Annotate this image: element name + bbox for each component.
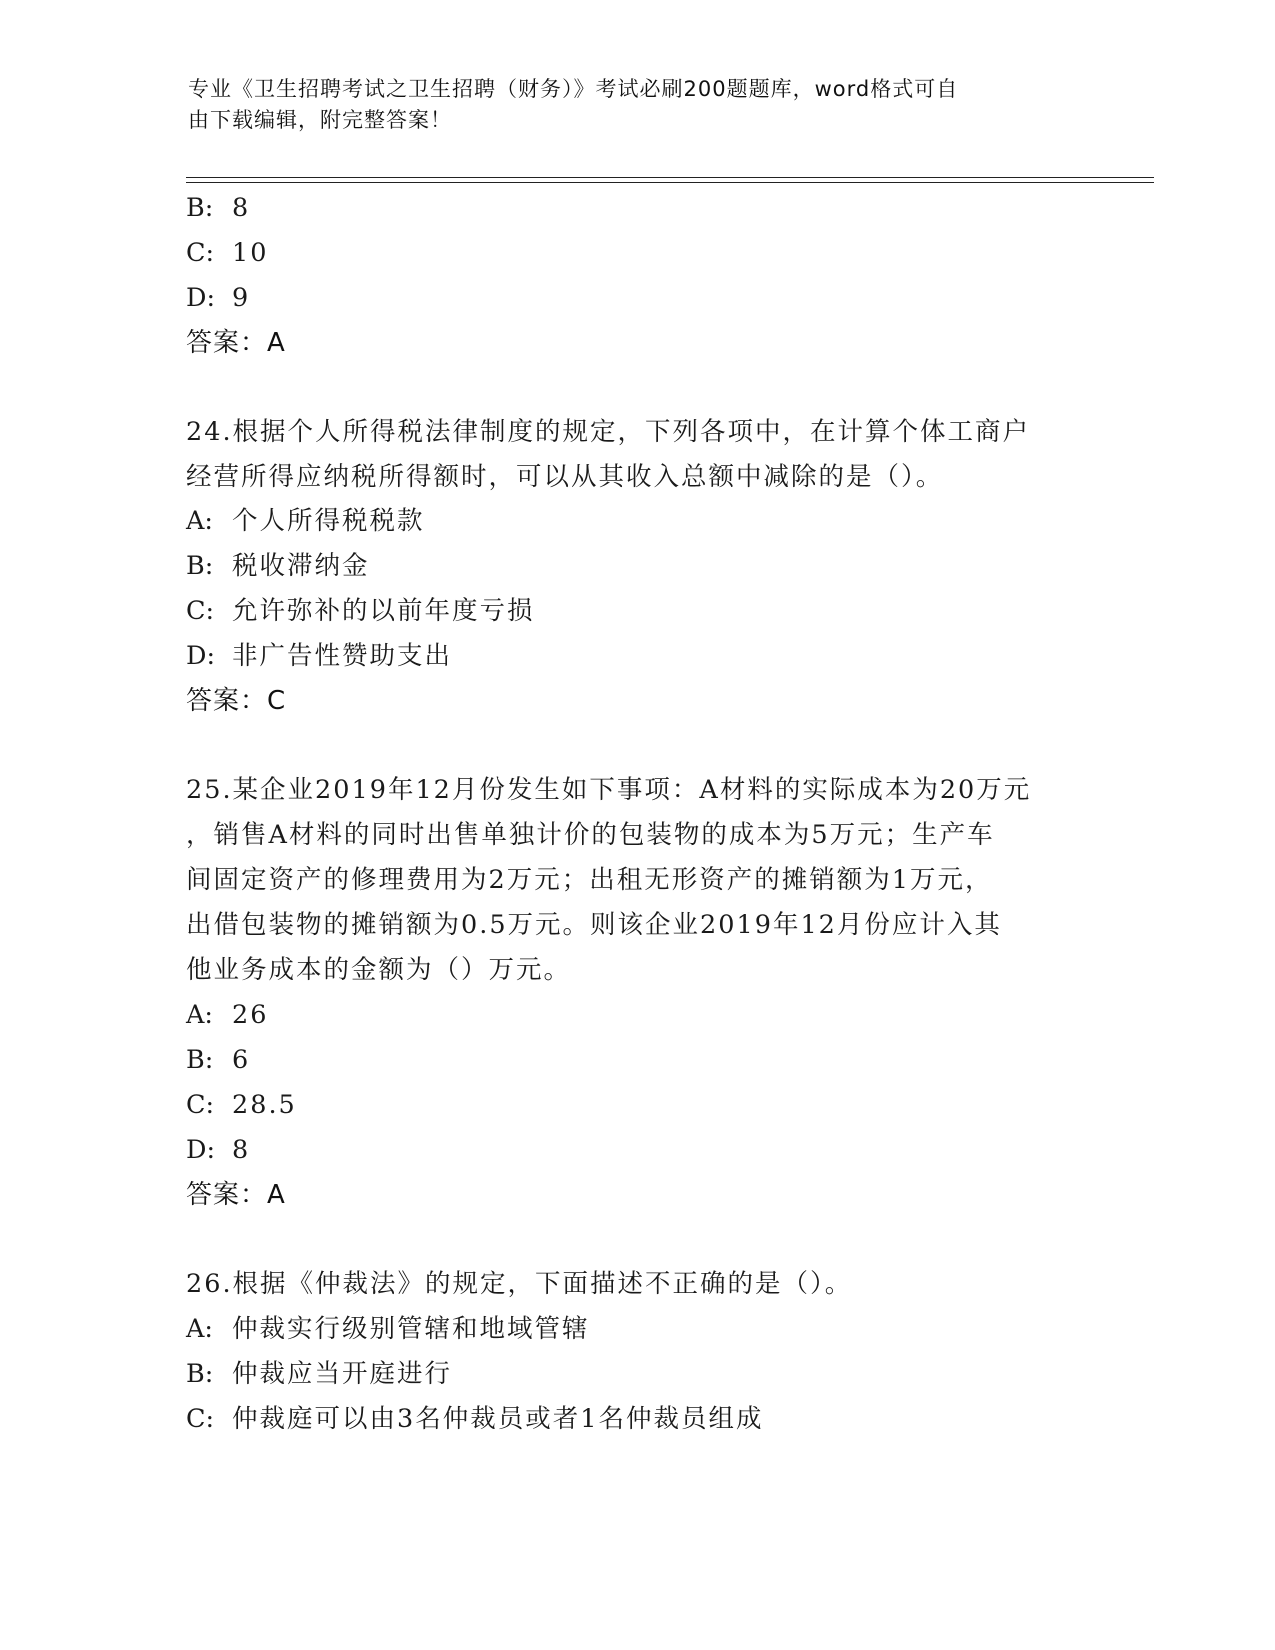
q24-option-c: C: 允许弥补的以前年度亏损: [186, 596, 535, 626]
q25-stem-line-1: 25.某企业2019年12月份发生如下事项：A材料的实际成本为20万元: [186, 775, 1032, 805]
header-line-2: 由下载编辑，附完整答案！: [188, 108, 452, 132]
q23-option-d: D: 9: [186, 283, 251, 313]
header-rule-top: [186, 177, 1154, 178]
q25-option-a: A: 26: [186, 1000, 269, 1030]
q25-stem-line-2: ，销售A材料的同时出售单独计价的包装物的成本为5万元；生产车: [186, 820, 995, 850]
q26-option-a: A: 仲裁实行级别管辖和地域管辖: [186, 1314, 590, 1344]
header-line-1: 专业《卫生招聘考试之卫生招聘（财务）》考试必刷200题题库，word格式可自: [188, 77, 959, 101]
q23-option-c: C: 10: [186, 238, 269, 268]
q26-stem-line-1: 26.根据《仲裁法》的规定，下面描述不正确的是（）。: [186, 1269, 853, 1299]
q25-stem-line-4: 出借包装物的摊销额为0.5万元。则该企业2019年12月份应计入其: [186, 910, 1002, 940]
q25-stem-line-5: 他业务成本的金额为（）万元。: [186, 955, 572, 985]
q24-option-d: D: 非广告性赞助支出: [186, 641, 453, 671]
document-header: [188, 74, 1088, 136]
q23-answer: 答案：A: [186, 328, 286, 358]
q24-option-a: A: 个人所得税税款: [186, 506, 425, 536]
q24-stem-line-1: 24.根据个人所得税法律制度的规定，下列各项中，在计算个体工商户: [186, 417, 1031, 447]
header-rule-bottom: [186, 182, 1154, 183]
q24-stem-line-2: 经营所得应纳税所得额时，可以从其收入总额中减除的是（）。: [186, 462, 944, 492]
q26-option-c: C: 仲裁庭可以由3名仲裁员或者1名仲裁员组成: [186, 1404, 764, 1434]
q24-option-b: B: 税收滞纳金: [186, 551, 370, 581]
q25-option-b: B: 6: [186, 1045, 251, 1075]
q24-answer: 答案：C: [186, 686, 287, 716]
q25-stem-line-3: 间固定资产的修理费用为2万元；出租无形资产的摊销额为1万元，: [186, 865, 993, 895]
q25-option-c: C: 28.5: [186, 1090, 297, 1120]
q23-option-b: B: 8: [186, 193, 251, 223]
q25-answer: 答案：A: [186, 1180, 286, 1210]
q26-option-b: B: 仲裁应当开庭进行: [186, 1359, 453, 1389]
q25-option-d: D: 8: [186, 1135, 251, 1165]
